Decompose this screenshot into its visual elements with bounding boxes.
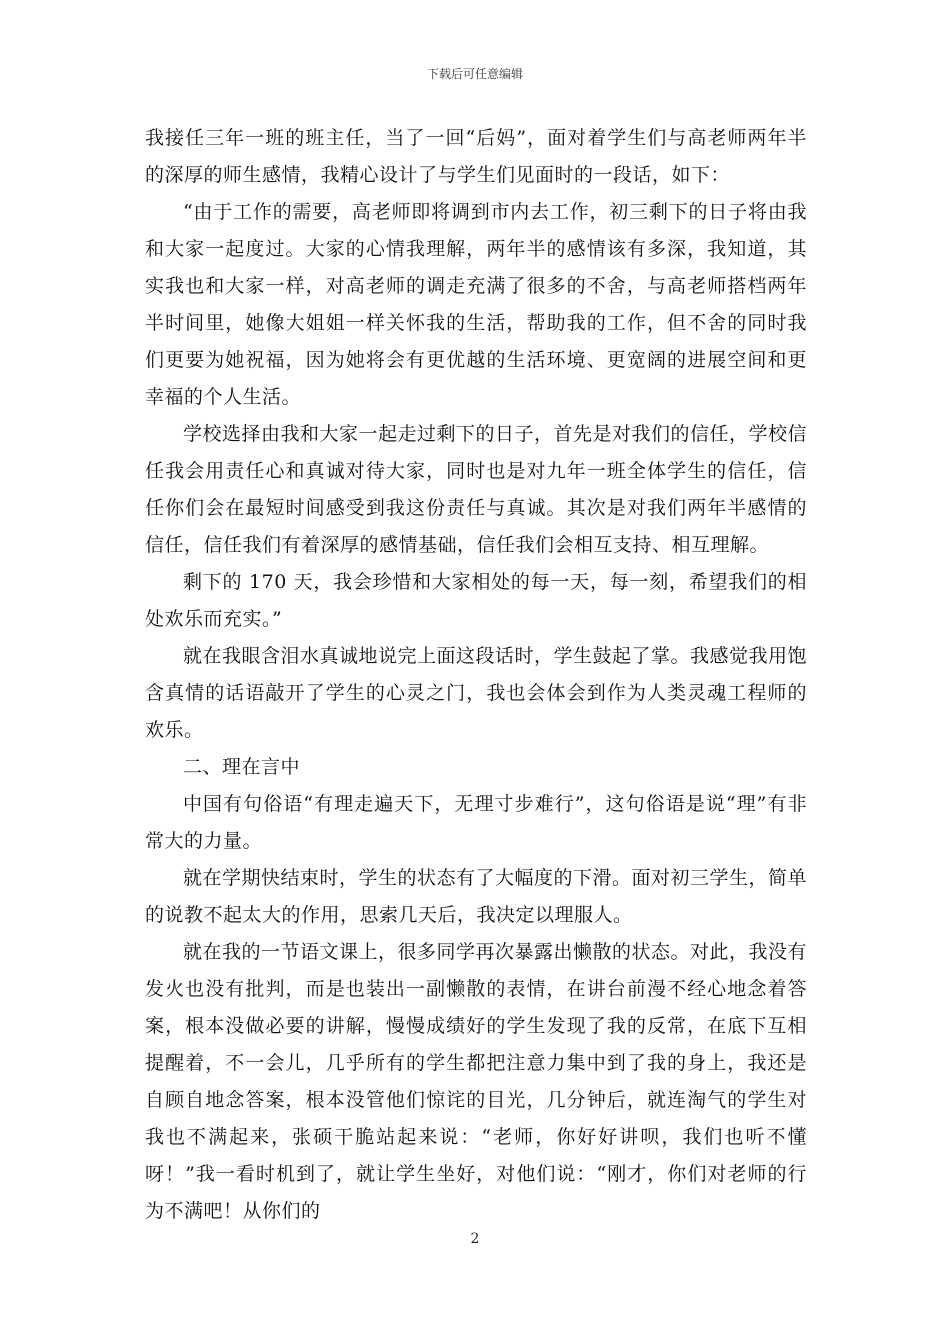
- page-header-note: 下载后可任意编辑: [426, 67, 523, 81]
- paragraph-reaction: 就在我眼含泪水真诚地说完上面这段话时，学生鼓起了掌。我感觉我用饱含真情的话语敲开了学生的心灵之门，我也会体会到作为人类灵魂工程师的欢乐。: [145, 645, 808, 741]
- paragraph-speech-part1: “由于工作的需要，高老师即将调到市内去工作，初三剩下的日子将由我和大家一起度过。大家的心情我理解，两年半的感情该有多深，我知道，其实我也和大家一样，对高老师的调走充满了很多的不舍，与高老师搭档两年半时间里，她像大姐姐一样关怀我的生活，帮助我的工作，但不舍的同时我们更要为她祝福，因为她将会有更优越的生活环境、更宽阔的进展空间和更幸福的个人生活。: [145, 201, 807, 408]
- paragraph-lesson: 就在我的一节语文课上，很多同学再次暴露出懒散的状态。对此，我没有发火也没有批判，而是也装出一副懒散的表情，在讲台前漫不经心地念着答案，根本没做必要的讲解，慢慢成绩好的学生发现了我的反常，在底下互相提醒着，不一会儿，几乎所有的学生都把注意力集中到了我的身上，我还是自顾自地念答案，根本没管他们惊诧的目光，几分钟后，就连淘气的学生对我也不满起来，张硕干脆站起来说：“老师，你好好讲呗，我们也听不懂呀！”我一看时机到了，就让学生坐好，对他们说：“刚才，你们对老师的行为不满吧！从你们的: [145, 941, 808, 1222]
- paragraph-speech-part3: 剩下的 170 天，我会珍惜和大家相处的每一天，每一刻，希望我们的相处欢乐而充实。”: [145, 571, 807, 630]
- page-number: 2: [470, 1231, 480, 1247]
- paragraph-speech-part2: 学校选择由我和大家一起走过剩下的日子，首先是对我们的信任，学校信任我会用责任心和真诚对待大家，同时也是对九年一班全体学生的信任，信任你们会在最短时间感受到我这份责任与真诚。其次是对我们两年半感情的信任，信任我们有着深厚的感情基础，信任我们会相互支持、相互理解。: [145, 423, 808, 556]
- paragraph-intro: 我接任三年一班的班主任，当了一回“后妈”，面对着学生们与高老师两年半的深厚的师生感情，我精心设计了与学生们见面时的一段话，如下：: [145, 127, 807, 186]
- document-body: [145, 120, 807, 1230]
- paragraph-decline: 就在学期快结束时，学生的状态有了大幅度的下滑。面对初三学生，简单的说教不起太大的作用，思索几天后，我决定以理服人。: [145, 867, 808, 926]
- section-heading: 二、理在言中: [183, 756, 301, 778]
- paragraph-proverb: 中国有句俗语“有理走遍天下，无理寸步难行”，这句俗语是说“理”有非常大的力量。: [145, 793, 807, 852]
